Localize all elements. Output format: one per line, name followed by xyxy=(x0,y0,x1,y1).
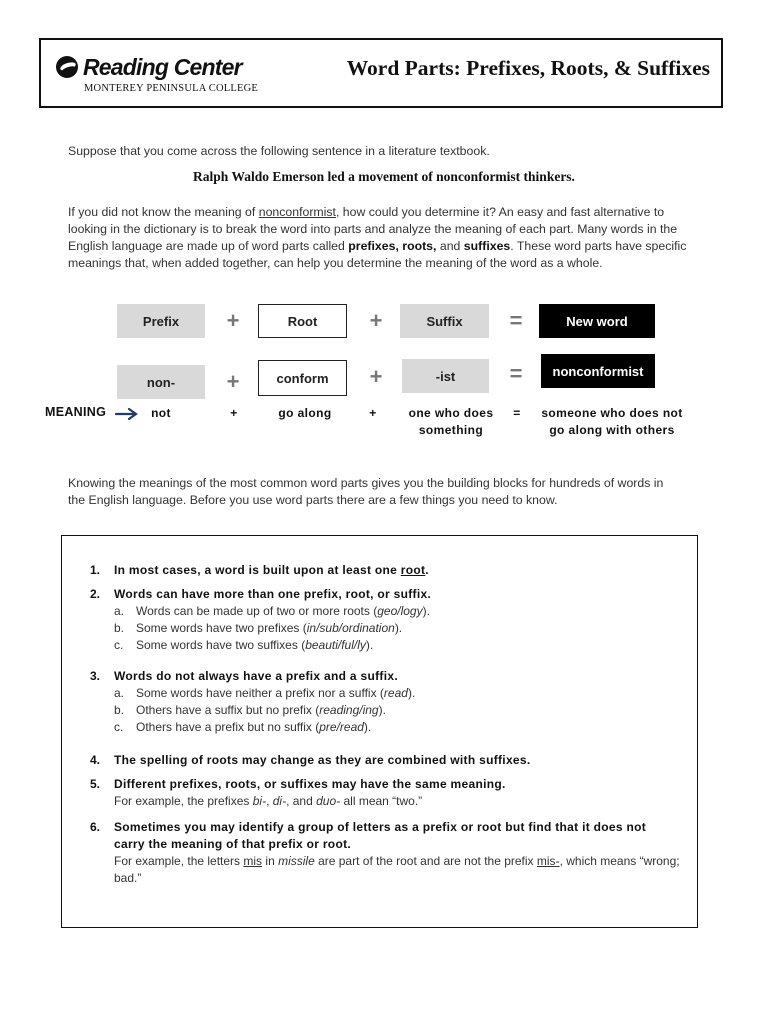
rule-3: 3. Words do not always have a prefix and a suffix. a. Some words have neither a prefix nor a suffix (read). b. Others have a suffix but no prefix (reading/ing). c. Others have a prefix but no suffix (pre/read). xyxy=(90,668,680,736)
meaning-equals: = xyxy=(513,406,521,420)
root-example-box: conform xyxy=(258,360,347,396)
meaning-plus: + xyxy=(230,406,238,420)
example-sentence: Ralph Waldo Emerson led a movement of nonconformist thinkers. xyxy=(193,169,575,184)
equals-sign: = xyxy=(509,308,523,333)
meaning-suffix: one who does something xyxy=(408,406,494,437)
plus-sign: + xyxy=(369,364,383,389)
rule-6: 6. Sometimes you may identify a group of letters as a prefix or root but find that it does not carry the meaning of that prefix or root. For example, the letters mis in missile are part of the root and are not the prefix mis-, which means “wrong; bad.” xyxy=(90,820,680,885)
rule-5: 5. Different prefixes, roots, or suffixes may have the same meaning. For example, the prefixes bi-, di-, and duo- all mean “two.” xyxy=(90,777,506,808)
rule-2: 2. Words can have more than one prefix, root, or suffix. a. Words can be made up of two or more roots (geo/logy). b. Some words have two prefixes (in/sub/ordination). c. Some words have two suffixes (beauti/ful/ly). xyxy=(90,586,680,654)
document-title: Word Parts: Prefixes, Roots, & Suffixes xyxy=(346,56,710,80)
prefix-box: Prefix xyxy=(117,304,205,338)
logo-emblem-icon xyxy=(56,56,78,78)
meaning-prefix: not xyxy=(151,406,171,420)
plus-sign: + xyxy=(226,369,240,394)
prefix-example-box: non- xyxy=(117,365,205,399)
keyword-nonconformist: nonconformist xyxy=(258,205,336,219)
knowing-paragraph: Knowing the meanings of the most common word parts gives you the building blocks for hundreds of words in the English language. Before you use word parts there are a few things you need to know. xyxy=(68,476,664,507)
meaning-result: someone who does not go along with others xyxy=(541,406,683,437)
intro-line: Suppose that you come across the following sentence in a literature textbook. xyxy=(68,144,490,158)
plus-sign: + xyxy=(226,308,240,333)
suffix-example-box: -ist xyxy=(402,359,489,393)
meaning-plus: + xyxy=(369,406,377,420)
equals-sign: = xyxy=(509,361,523,386)
intro-paragraph: If you did not know the meaning of nonconformist, how could you determine it? An easy and fast alternative to looking in the dictionary is to break the word into parts and analyze the meaning of each part. Many words in the English language are made up of word parts called prefixes, roots, and suffixes. These word parts have specific meanings that, when added together, can help you determine the meaning of the word as a whole. xyxy=(68,205,687,270)
plus-sign: + xyxy=(369,308,383,333)
page-header xyxy=(39,38,723,108)
meaning-label: MEANING xyxy=(45,405,107,419)
rules-box xyxy=(61,535,698,928)
suffix-box: Suffix xyxy=(400,304,489,338)
meaning-root: go along xyxy=(278,406,332,420)
rule-2c: c. Some words have two suffixes (beauti/ful/ly). xyxy=(114,638,374,652)
result-example-box: nonconformist xyxy=(541,354,655,388)
rule-2a: a. Words can be made up of two or more roots (geo/logy). xyxy=(114,604,430,618)
rule-4: 4. The spelling of roots may change as they are combined with suffixes. xyxy=(90,753,531,767)
logo-subtitle: MONTEREY PENINSULA COLLEGE xyxy=(84,83,258,94)
rule-2b: b. Some words have two prefixes (in/sub/ordination). xyxy=(114,621,403,635)
rule-3b: b. Others have a suffix but no prefix (reading/ing). xyxy=(114,703,386,717)
rule-3a: a. Some words have neither a prefix nor a suffix (read). xyxy=(114,686,416,700)
new-word-box: New word xyxy=(539,304,655,338)
root-box: Root xyxy=(258,304,347,338)
rule-1: 1. In most cases, a word is built upon at least one root. xyxy=(90,563,429,577)
logo-name: Reading Center xyxy=(83,54,242,80)
rule-3c: c. Others have a prefix but no suffix (pre/read). xyxy=(114,720,372,734)
